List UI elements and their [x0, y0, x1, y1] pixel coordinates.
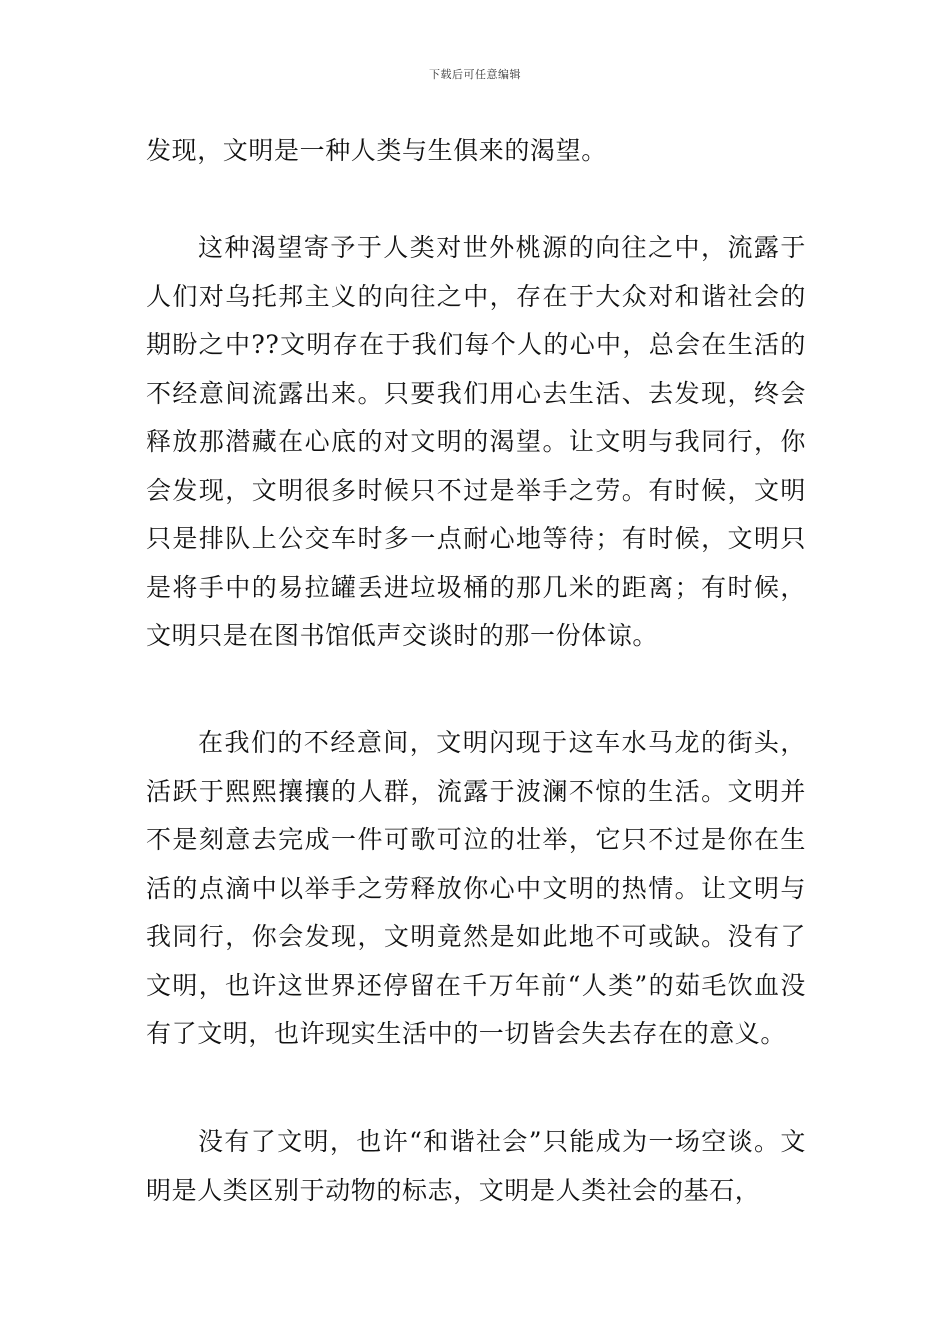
paragraph: 在我们的不经意间，文明闪现于这车水马龙的街头，活跃于熙熙攘攘的人群，流露于波澜不惊的生活。文明并不是刻意去完成一件可歌可泣的壮举，它只不过是你在生活的点滴中以举手之劳释放你心中文明的热情。让文明与我同行，你会发现，文明竟然是如此地不可或缺。没有了文明，也许这世界还停留在千万年前“人类”的茹毛饮血没有了文明，也许现实生活中的一切皆会失去存在的意义。	[146, 728, 806, 1048]
paragraph-continuation: 发现，文明是一种人类与生俱来的渴望。	[146, 136, 607, 165]
paragraph: 这种渴望寄予于人类对世外桃源的向往之中，流露于人们对乌托邦主义的向往之中，存在于大众对和谐社会的期盼之中??文明存在于我们每个人的心中，总会在生活的不经意间流露出来。只要我们用心去生活、去发现，终会释放那潜藏在心底的对文明的渴望。让文明与我同行，你会发现，文明很多时候只不过是举手之劳。有时候，文明只是排队上公交车时多一点耐心地等待；有时候，文明只是将手中的易拉罐丢进垃圾桶的那几米的距离；有时候，文明只是在图书馆低声交谈时的那一份体谅。	[146, 233, 806, 650]
header-note: 下载后可任意编辑	[429, 68, 521, 81]
paragraph: 没有了文明，也许“和谐社会”只能成为一场空谈。文明是人类区别于动物的标志，文明是人类社会的基石，	[146, 1127, 806, 1205]
